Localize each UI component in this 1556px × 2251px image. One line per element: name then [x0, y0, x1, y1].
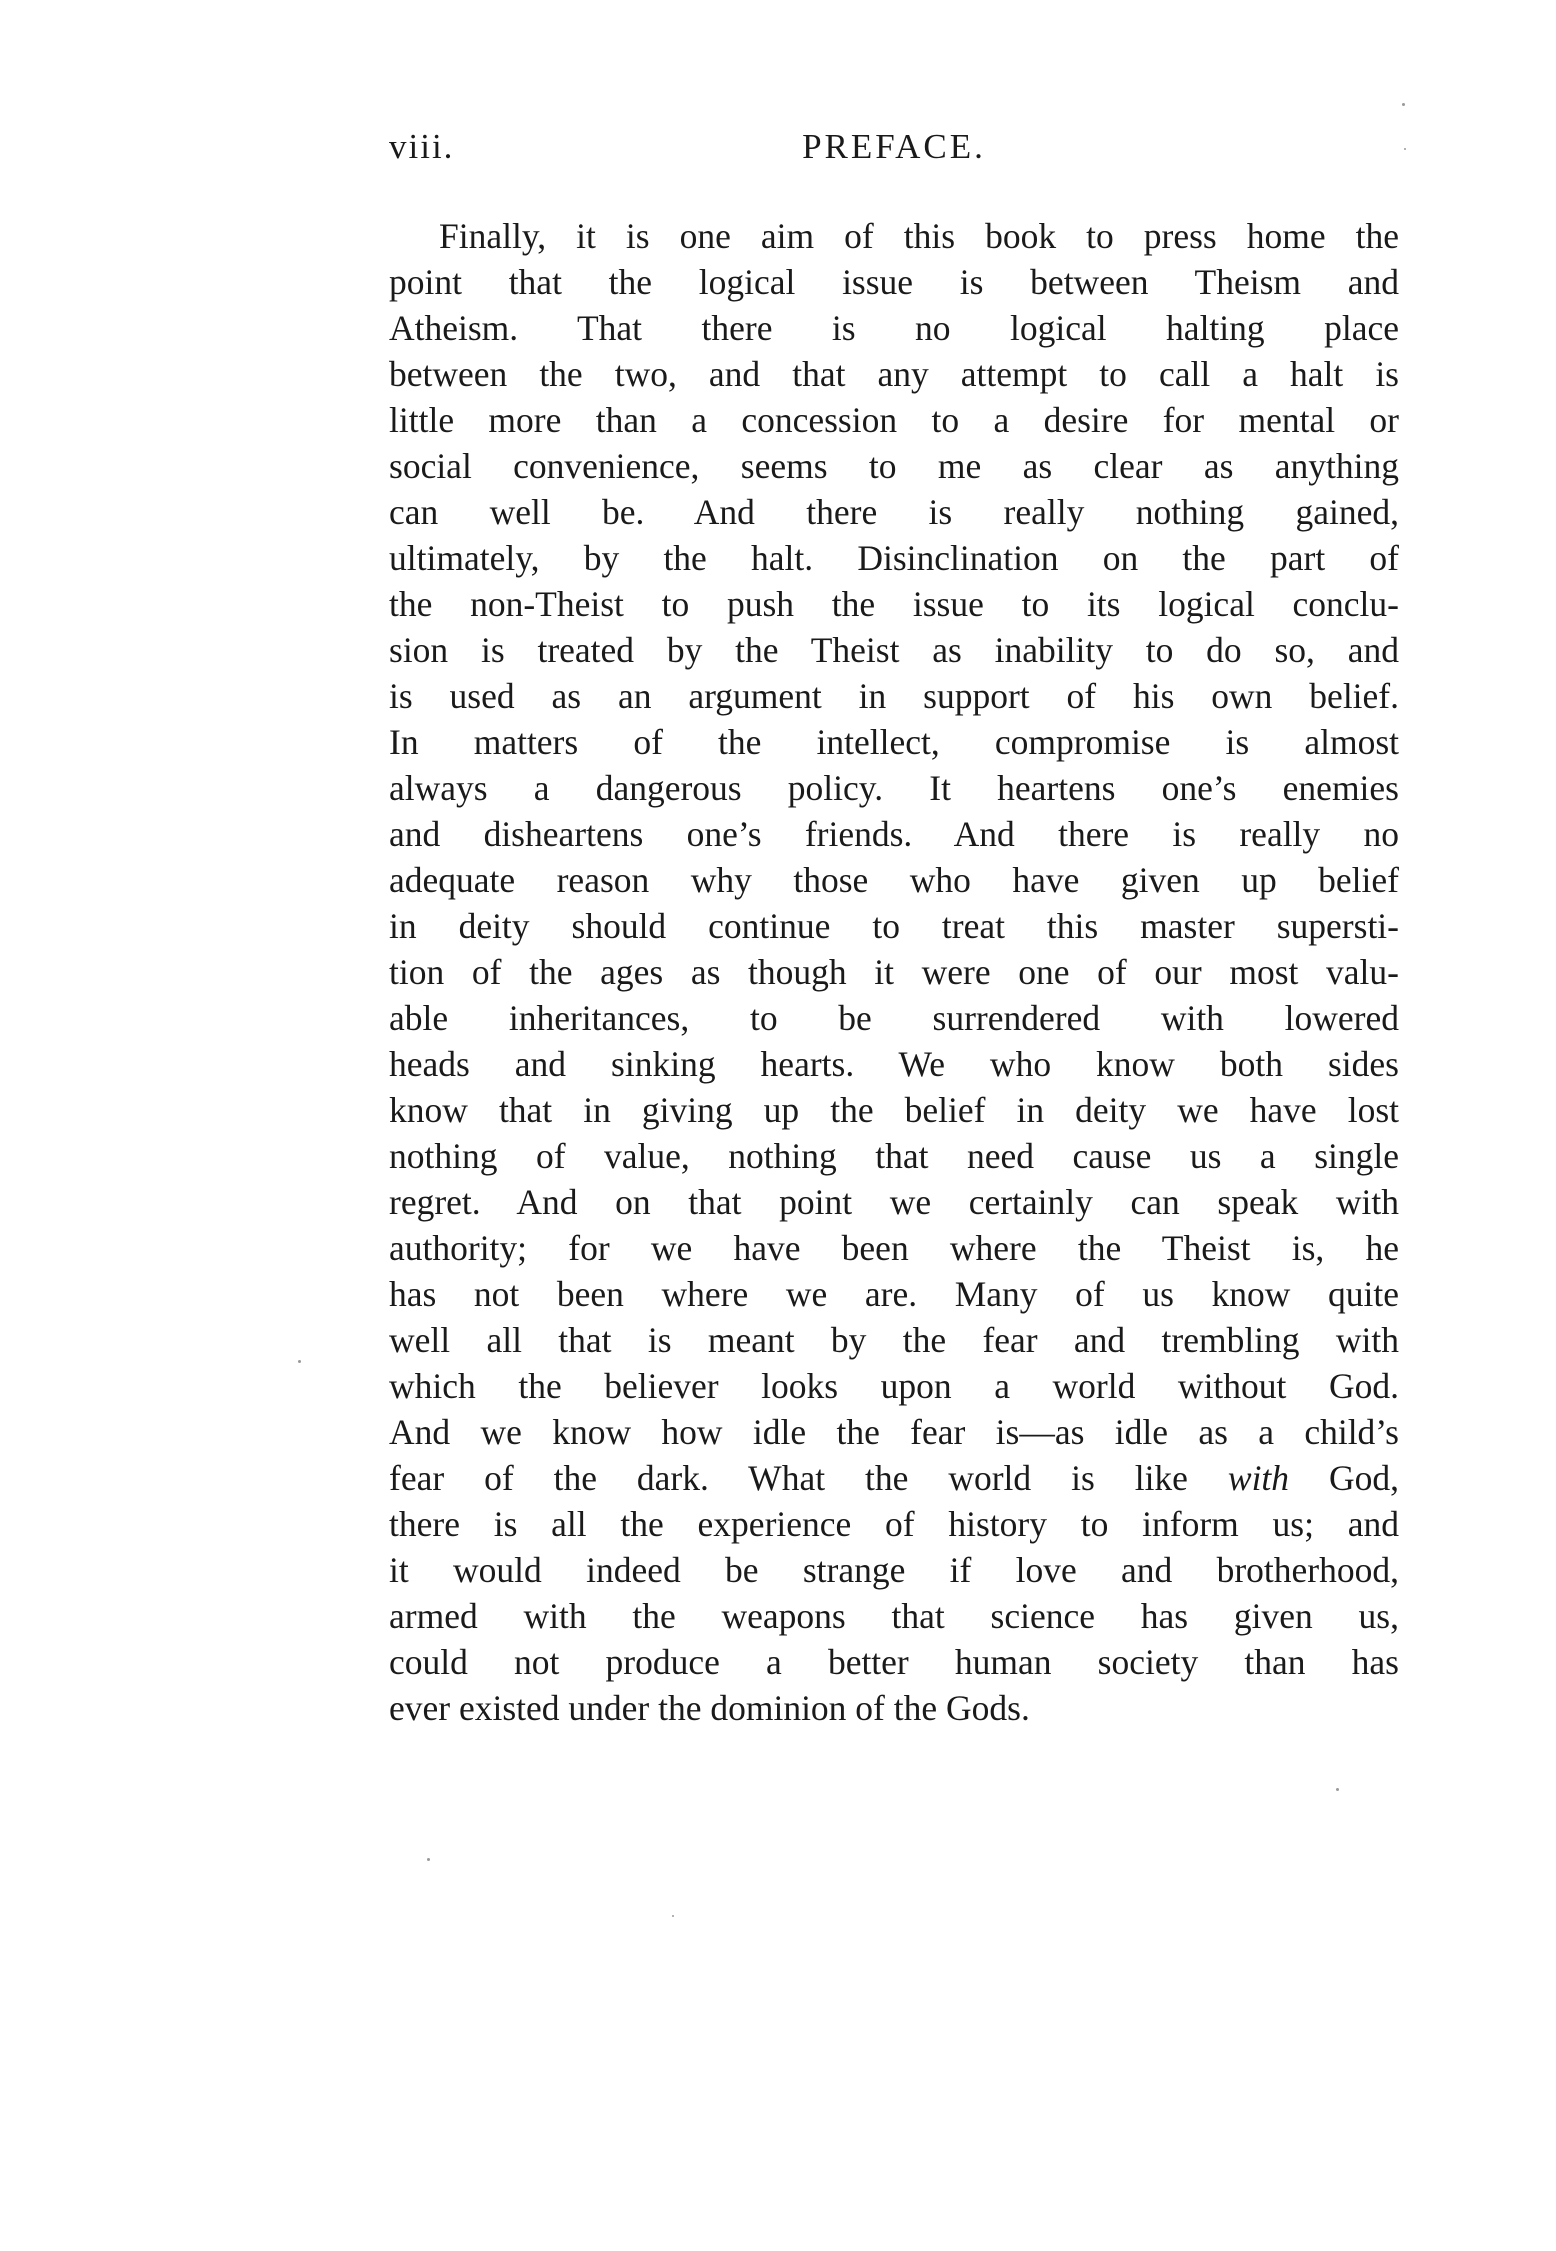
text-line: In matters of the intellect, compromise is almost	[389, 722, 1399, 762]
text-line: armed with the weapons that science has given us,	[389, 1596, 1399, 1636]
scan-speck	[427, 1858, 430, 1861]
page-number: viii.	[389, 127, 455, 166]
text-line: and disheartens one’s friends. And there is really no	[389, 814, 1399, 854]
text-line: point that the logical issue is between Theism and	[389, 262, 1399, 302]
running-title: PREFACE.	[802, 127, 986, 166]
text-line: between the two, and that any attempt to call a halt is	[389, 354, 1399, 394]
text-line: Finally, it is one aim of this book to press home the	[439, 216, 1399, 256]
scan-speck	[1336, 1788, 1339, 1791]
running-head	[389, 122, 1399, 172]
text-line: could not produce a better human society than has	[389, 1642, 1399, 1682]
scan-speck	[298, 1360, 301, 1363]
text-line: ultimately, by the halt. Disinclination on the part of	[389, 538, 1399, 578]
text-line: ever existed under the dominion of the Gods.	[389, 1688, 1030, 1728]
text-line: social convenience, seems to me as clear as anything	[389, 446, 1399, 486]
text-line: regret. And on that point we certainly can speak with	[389, 1182, 1399, 1222]
text-line: Atheism. That there is no logical halting place	[389, 308, 1399, 348]
text-line: adequate reason why those who have given up belief	[389, 860, 1399, 900]
text-line: which the believer looks upon a world without God.	[389, 1366, 1399, 1406]
scan-speck	[1402, 103, 1405, 106]
scan-speck	[672, 1915, 674, 1917]
text-line: little more than a concession to a desire for mental or	[389, 400, 1399, 440]
text-line: authority; for we have been where the Theist is, he	[389, 1228, 1399, 1268]
text-line: in deity should continue to treat this master supersti-	[389, 906, 1399, 946]
text-line: And we know how idle the fear is—as idle as a child’s	[389, 1412, 1399, 1452]
text-line: know that in giving up the belief in deity we have lost	[389, 1090, 1399, 1130]
body-paragraph	[389, 213, 1399, 1731]
text-line: is used as an argument in support of his own belief.	[389, 676, 1399, 716]
text-line: tion of the ages as though it were one of our most valu-	[389, 952, 1399, 992]
text-line: there is all the experience of history to inform us; and	[389, 1504, 1399, 1544]
text-line: well all that is meant by the fear and trembling with	[389, 1320, 1399, 1360]
text-line: always a dangerous policy. It heartens one’s enemies	[389, 768, 1399, 808]
text-line: has not been where we are. Many of us know quite	[389, 1274, 1399, 1314]
text-line: can well be. And there is really nothing gained,	[389, 492, 1399, 532]
text-line: sion is treated by the Theist as inability to do so, and	[389, 630, 1399, 670]
text-line: the non-Theist to push the issue to its logical conclu-	[389, 584, 1399, 624]
emphasis-text: with	[1227, 1458, 1290, 1498]
text-line: fear of the dark. What the world is like with God,	[389, 1458, 1399, 1498]
scan-speck	[1404, 148, 1406, 150]
text-line: able inheritances, to be surrendered with lowered	[389, 998, 1399, 1038]
text-line: it would indeed be strange if love and brotherhood,	[389, 1550, 1399, 1590]
text-line: nothing of value, nothing that need cause us a single	[389, 1136, 1399, 1176]
text-line: heads and sinking hearts. We who know both sides	[389, 1044, 1399, 1084]
